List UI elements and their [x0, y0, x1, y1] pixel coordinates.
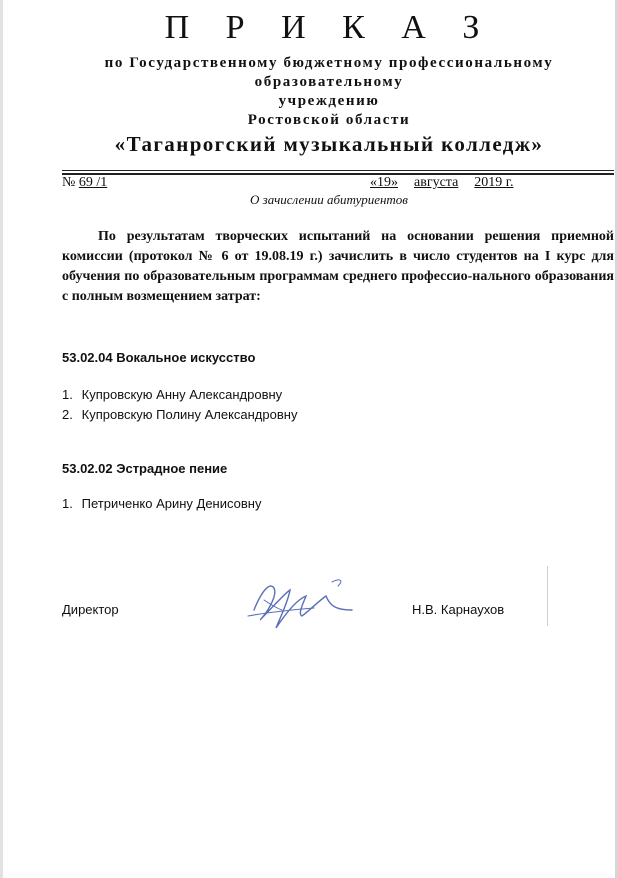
header-line-4: Ростовской области — [247, 112, 411, 128]
header-rule-thick — [62, 173, 614, 175]
order-subject: О зачислении абитуриентов — [250, 192, 408, 207]
signatory-position: Директор — [62, 602, 119, 617]
order-date — [370, 174, 529, 192]
student-list — [62, 494, 261, 514]
list-item — [62, 494, 261, 514]
order-number-prefix: № — [62, 175, 79, 190]
student-list — [62, 385, 297, 425]
document-title: П Р И К А З — [164, 9, 494, 46]
list-item-number: 1. — [62, 387, 73, 402]
header-line-2: образовательному — [254, 74, 404, 90]
college-name: «Таганрогский музыкальный колледж» — [114, 132, 544, 156]
header-line-1: по Государственному бюджетному профессиональному — [104, 55, 554, 71]
section-title: 53.02.04 Вокальное искусство — [62, 350, 256, 365]
order-date-day: «19» — [370, 175, 398, 190]
student-name: Купровскую Анну Александровну — [81, 387, 283, 402]
signatory-name: Н.В. Карнаухов — [412, 602, 505, 617]
section-title: 53.02.02 Эстрадное пение — [62, 461, 228, 476]
scan-artifact — [547, 566, 548, 626]
list-item-number: 1. — [62, 496, 73, 511]
list-item — [62, 385, 297, 405]
order-date-year: 2019 г. — [474, 175, 514, 190]
handwritten-signature — [240, 570, 360, 640]
header-line-3: учреждению — [278, 93, 380, 109]
student-name: Купровскую Полину Александровну — [81, 407, 298, 422]
order-number — [62, 174, 107, 192]
order-paragraph — [62, 227, 614, 307]
header-rule-thin — [62, 170, 614, 171]
order-number-value: 69 /1 — [78, 175, 108, 190]
list-item-number: 2. — [62, 407, 73, 422]
order-date-month: августа — [414, 175, 459, 190]
student-name: Петриченко Арину Денисовну — [81, 496, 262, 511]
order-paragraph-text: По результатам творческих испытаний на основании решения приемной комиссии (протокол № 6 от 19.08.19 г.) зачислить в число студентов на I курс для обучения по образовательным программам среднего профессио-нального образования с полным возмещением затрат: — [62, 229, 614, 304]
list-item — [62, 405, 297, 425]
